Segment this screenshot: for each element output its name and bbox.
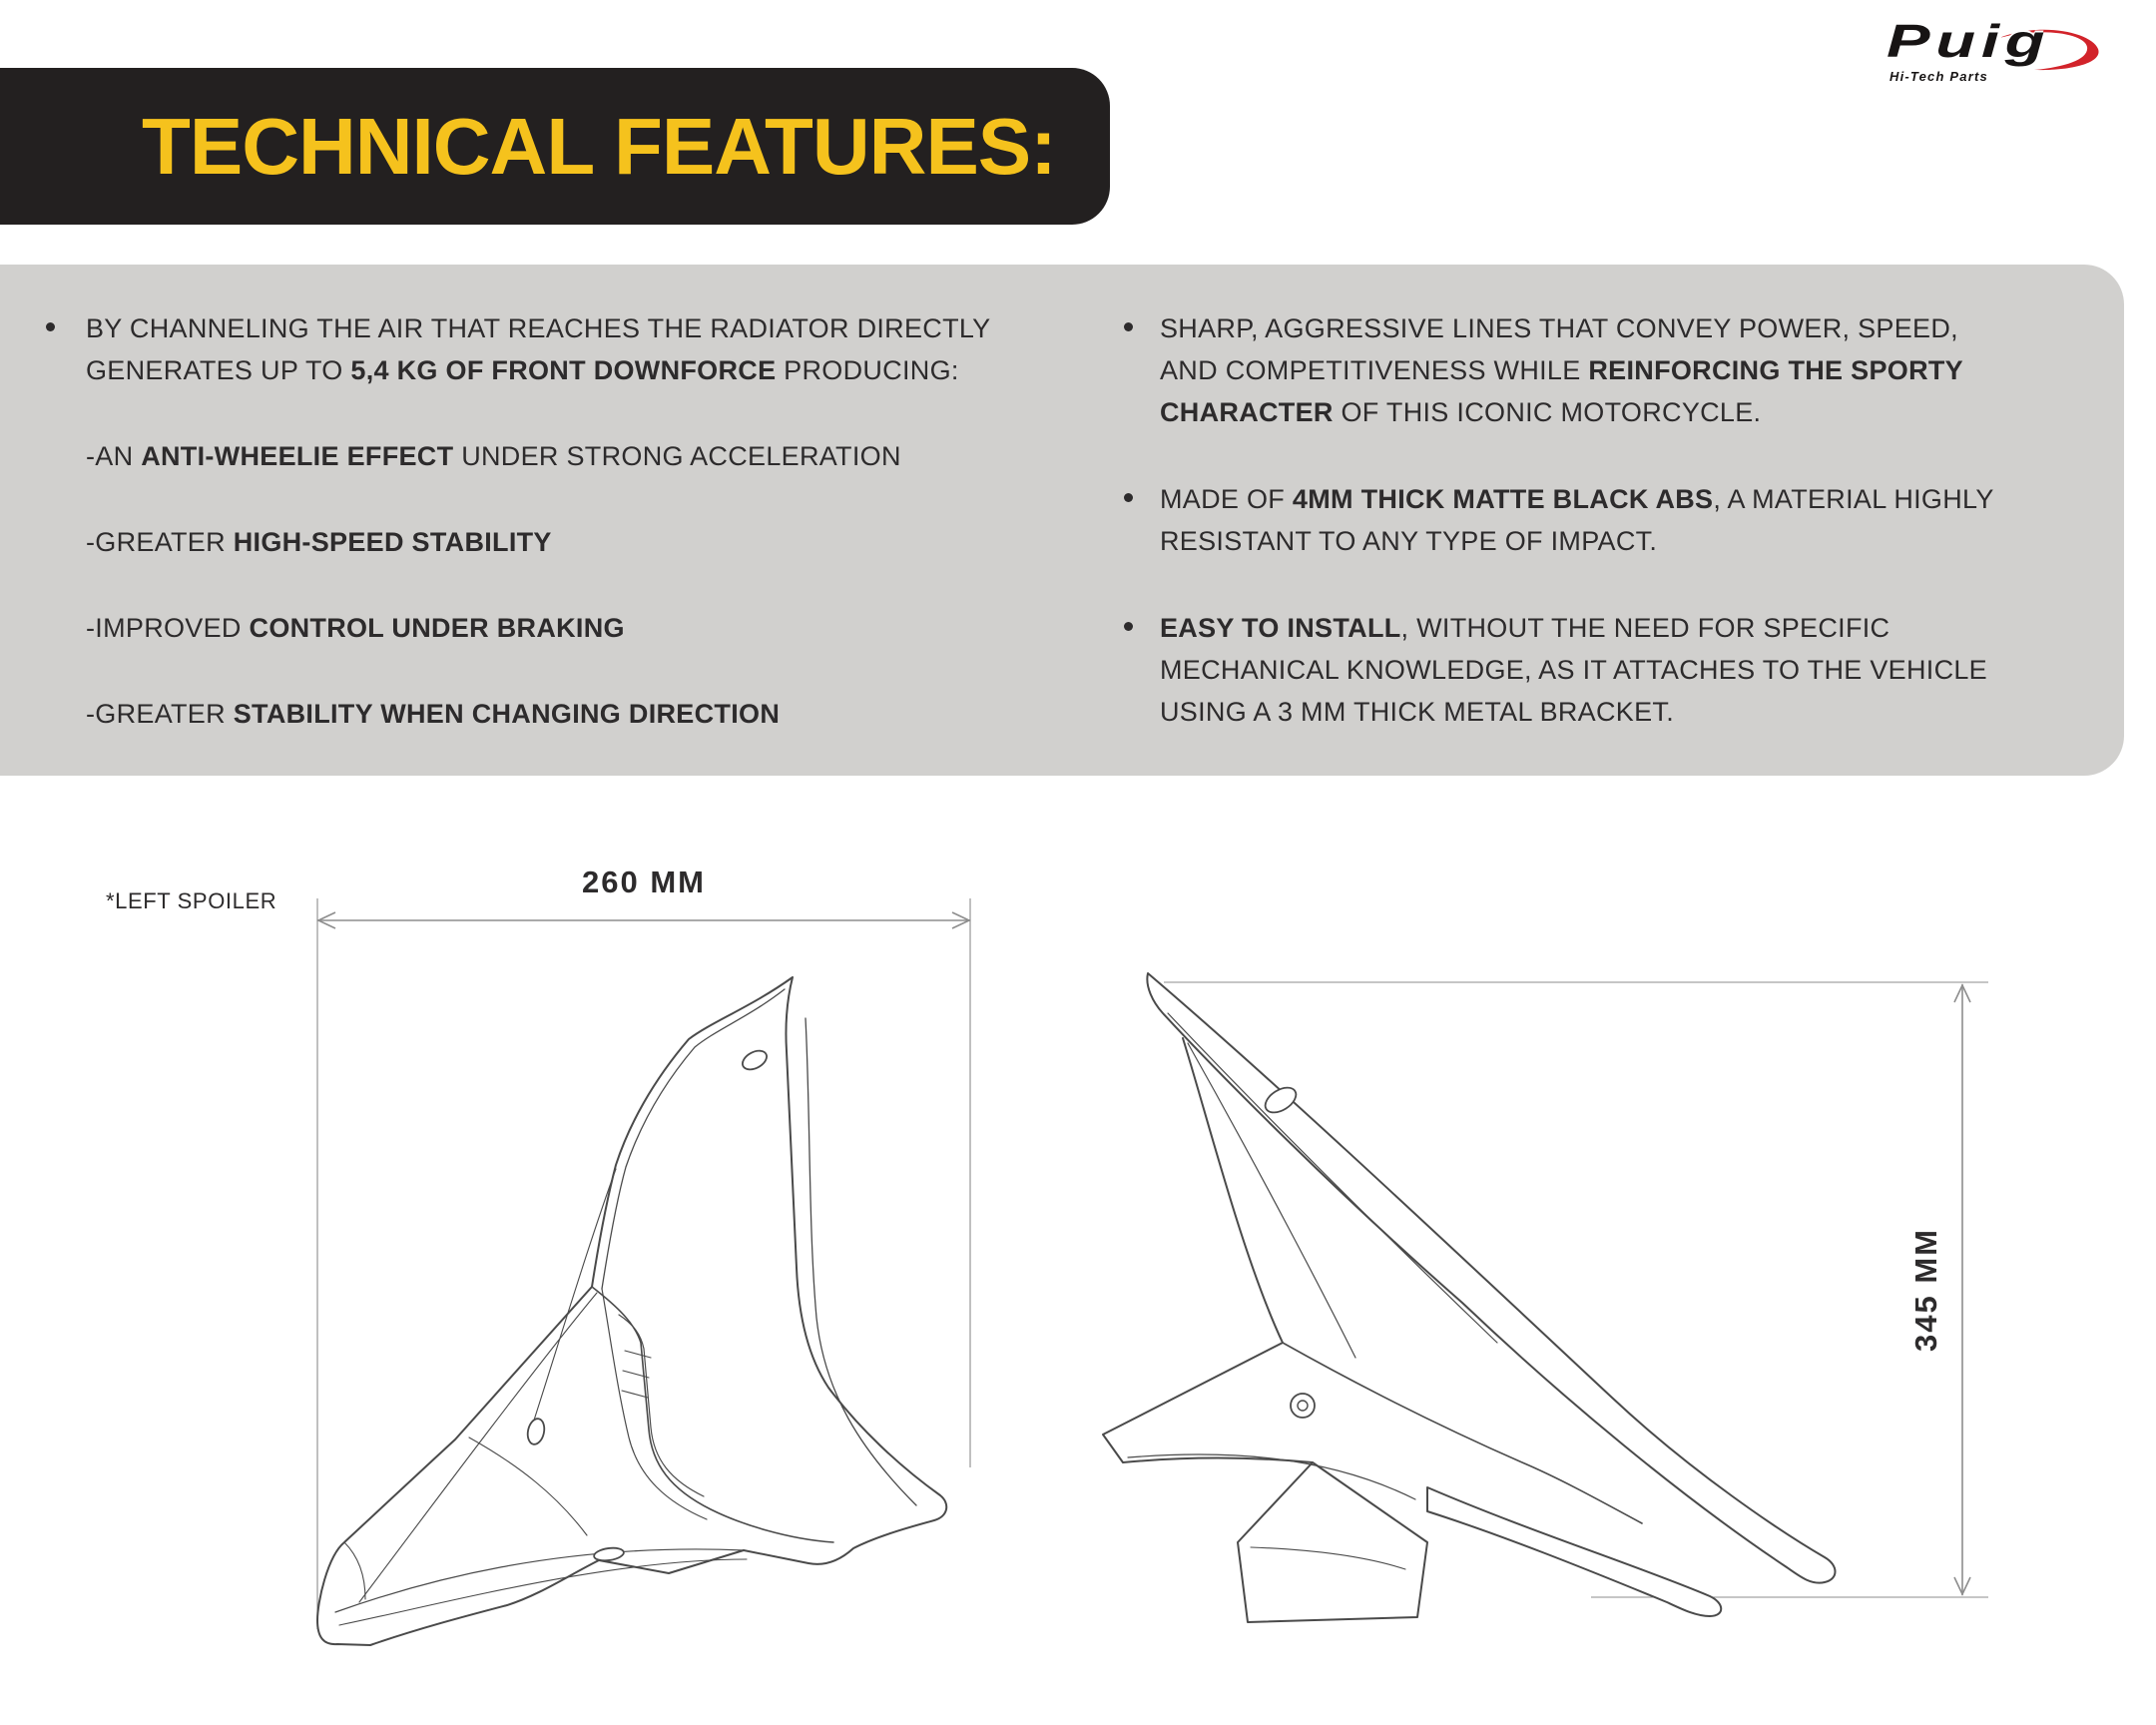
feature-bullet [1122, 478, 1994, 562]
left-spoiler-caption: *LEFT SPOILER [106, 888, 277, 913]
feature-subitem [44, 607, 991, 649]
feature-bullet [1122, 607, 1994, 733]
feature-subitem [44, 521, 991, 563]
feature-text: EASY TO INSTALL, WITHOUT THE NEED FOR SPECIFIC MECHANICAL KNOWLEDGE, AS IT ATTACHES TO THE VEHICLE USING A 3 MM THICK METAL BRACKET. [1160, 613, 1987, 727]
feature-text: -IMPROVED CONTROL UNDER BRAKING [86, 613, 625, 643]
bullet-dot [1124, 493, 1133, 502]
technical-features-banner [0, 68, 1110, 225]
height-dimension-label: 345 MM [1908, 1228, 1943, 1352]
features-column-left [44, 307, 991, 735]
bullet-dot [1124, 322, 1133, 331]
spoiler-technical-drawings [0, 849, 2156, 1725]
feature-text: -GREATER STABILITY WHEN CHANGING DIRECTION [86, 699, 781, 729]
width-dimension-label: 260 MM [582, 864, 706, 899]
left-spoiler-drawing [317, 977, 946, 1645]
feature-text: -GREATER HIGH-SPEED STABILITY [86, 527, 552, 557]
feature-bullet [44, 307, 991, 391]
logo-brand-text: Puig [1886, 15, 2051, 67]
feature-subitem [44, 693, 991, 735]
page-title: TECHNICAL FEATURES: [142, 101, 1056, 191]
bullet-dot [46, 322, 55, 331]
feature-text: BY CHANNELING THE AIR THAT REACHES THE RADIATOR DIRECTLY GENERATES UP TO 5,4 KG OF FRONT DOWNFORCE PRODUCING: [86, 313, 991, 385]
feature-text: MADE OF 4MM THICK MATTE BLACK ABS, A MATERIAL HIGHLY RESISTANT TO ANY TYPE OF IMPACT. [1160, 484, 1994, 556]
right-spoiler-drawing [1103, 973, 1836, 1622]
features-column-right [1122, 307, 1994, 778]
feature-text: -AN ANTI-WHEELIE EFFECT UNDER STRONG ACCELERATION [86, 441, 901, 471]
feature-text: SHARP, AGGRESSIVE LINES THAT CONVEY POWER, SPEED, AND COMPETITIVENESS WHILE REINFORCING THE SPORTY CHARACTER OF THIS ICONIC MOTORCYCLE. [1160, 313, 1963, 427]
bullet-dot [1124, 622, 1133, 631]
feature-subitem [44, 435, 991, 477]
feature-bullet [1122, 307, 1994, 433]
logo-tagline-text: Hi-Tech Parts [1889, 69, 1988, 84]
puig-logo [1877, 12, 2128, 98]
